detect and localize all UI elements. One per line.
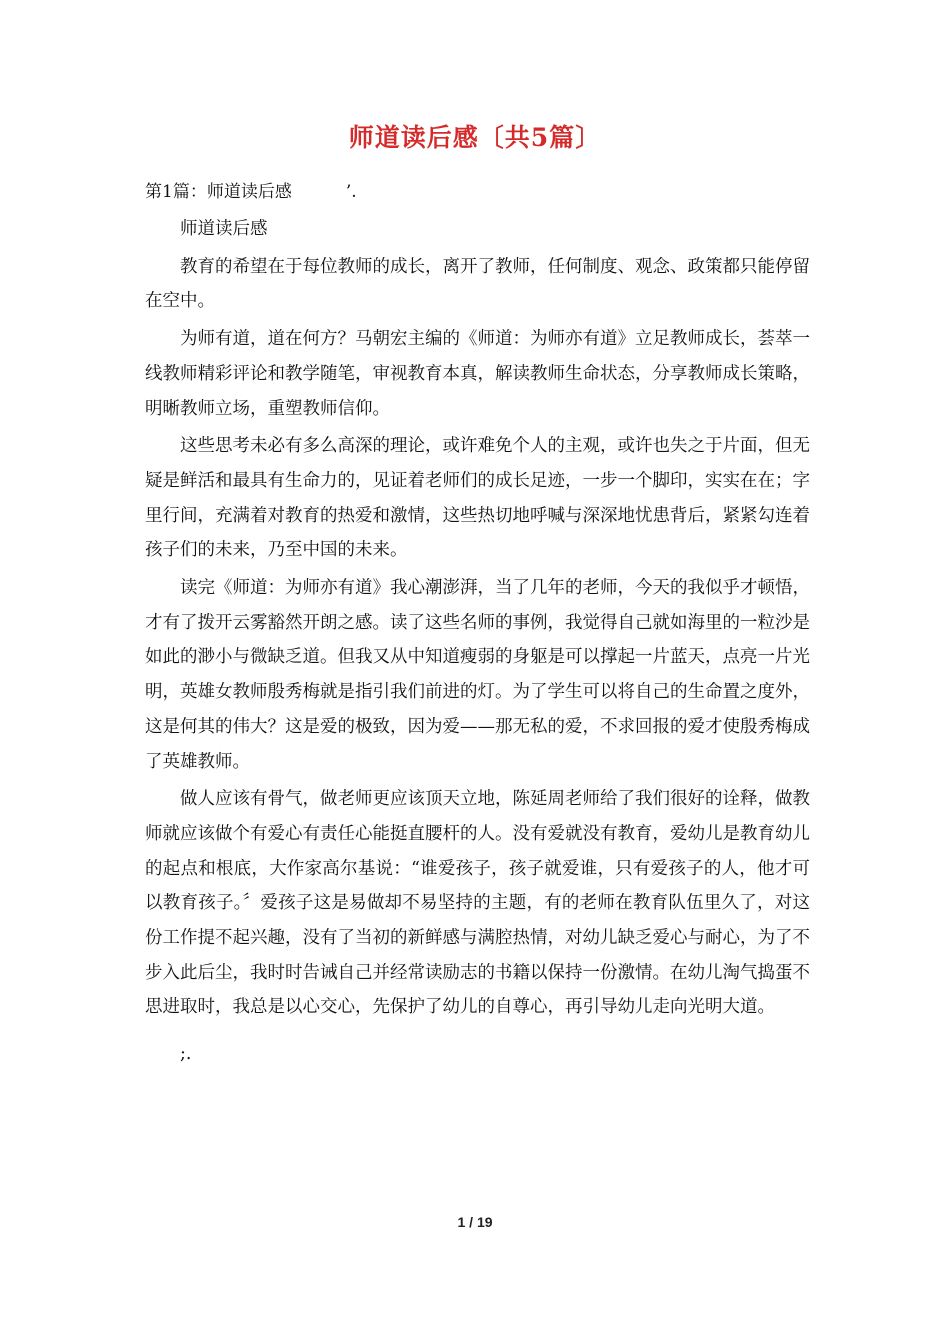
end-mark: ;. [180, 1044, 192, 1065]
article-body [145, 212, 810, 1075]
article-heading: 第1篇：师道读后感 ’. [145, 182, 357, 202]
page-title: 师道读后感〔共5篇〕 [348, 123, 602, 152]
article-subtitle: 师道读后感 [180, 219, 268, 239]
paragraph-1: 教育的希望在于每位教师的成长，离开了教师，任何制度、观念、政策都只能停留在空中。 [145, 256, 810, 312]
paragraph-3: 这些思考未必有多么高深的理论，或许难免个人的主观，或许也失之于片面，但无疑是鲜活和最具有生命力的，见证着老师们的成长足迹，一步一个脚印，实实在在；字里行间，充满着对教育的热爱和激情，这些热切地呼喊与深深地忧患背后，紧紧勾连着孩子们的未来，乃至中国的未来。 [145, 436, 810, 561]
paragraph-2: 为师有道，道在何方？马朝宏主编的《师道：为师亦有道》立足教师成长，荟萃一线教师精彩评论和教学随笔，审视教育本真，解读教师生命状态，分享教师成长策略，明晰教师立场，重塑教师信仰。 [145, 329, 810, 419]
page-number: 1 / 19 [457, 1214, 493, 1230]
paragraph-4: 读完《师道：为师亦有道》我心潮澎湃，当了几年的老师，今天的我似乎才顿悟，才有了拨开云雾豁然开朗之感。读了这些名师的事例，我觉得自己就如海里的一粒沙是如此的渺小与微缺乏道。但我又从中知道瘦弱的身躯是可以撑起一片蓝天，点亮一片光明，英雄女教师殷秀梅就是指引我们前进的灯。为了学生可以将自己的生命置之度外，这是何其的伟大？这是爱的极致，因为爱——那无私的爱，不求回报的爱才使殷秀梅成了英雄教师。 [145, 578, 810, 772]
paragraph-5: 做人应该有骨气，做老师更应该顶天立地，陈延周老师给了我们很好的诠释，做教师就应该做个有爱心有责任心能挺直腰杆的人。没有爱就没有教育，爱幼儿是教育幼儿的起点和根底，大作家高尔基说：“谁爱孩子，孩子就爱谁，只有爱孩子的人，他才可以教育孩子。〞爱孩子这是易做却不易坚持的主题，有的老师在教育队伍里久了，对这份工作提不起兴趣，没有了当初的新鲜感与满腔热情，对幼儿缺乏爱心与耐心，为了不步入此后尘，我时时告诫自己并经常读励志的书籍以保持一份激情。在幼儿淘气捣蛋不思进取时，我总是以心交心，先保护了幼儿的自尊心，再引导幼儿走向光明大道。 [145, 789, 810, 1018]
